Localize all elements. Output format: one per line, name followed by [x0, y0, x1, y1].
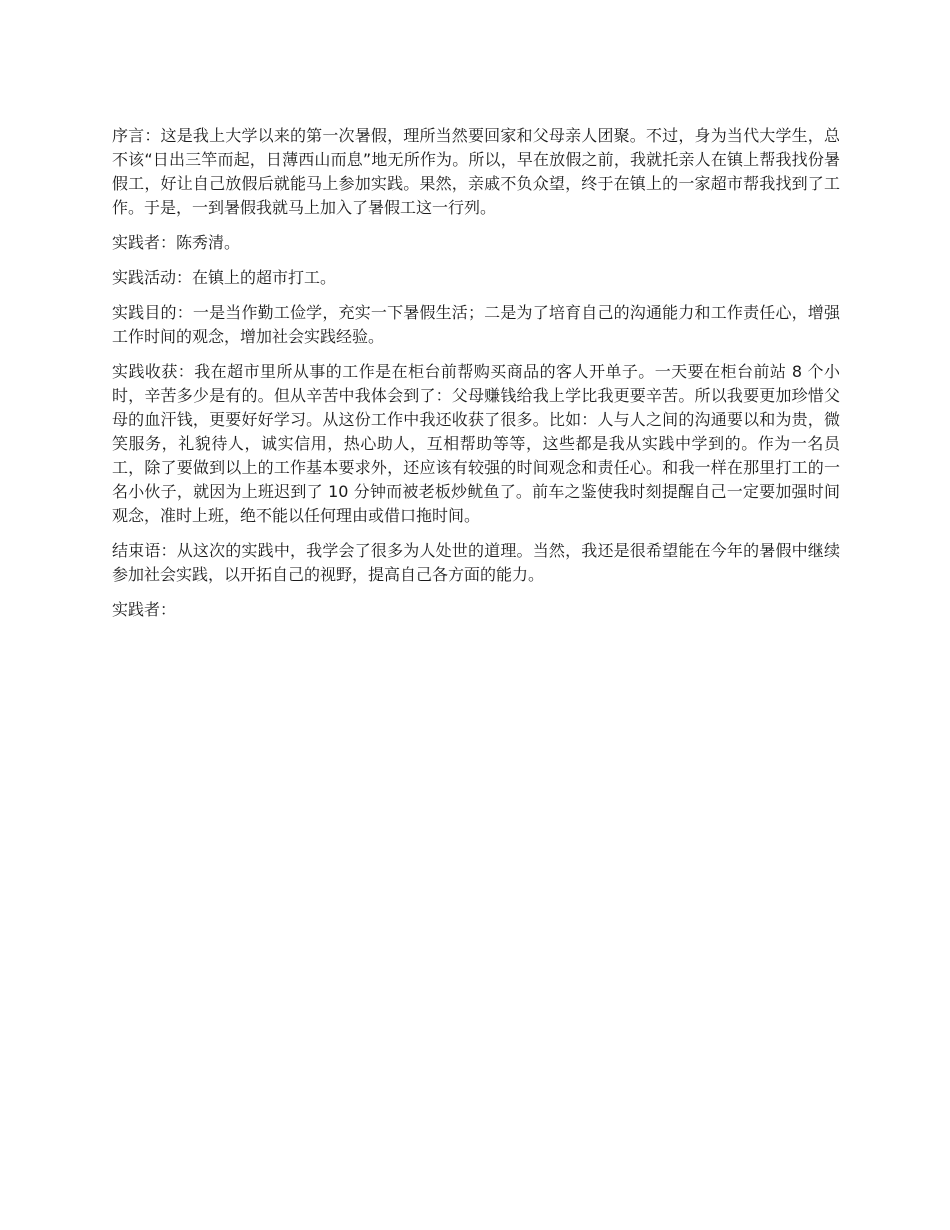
- paragraph-practitioner: 实践者：陈秀清。: [112, 233, 241, 252]
- document-body: [112, 124, 840, 633]
- paragraph-signature: 实践者：: [112, 600, 177, 619]
- paragraph-preface: 序言：这是我上大学以来的第一次暑假，理所当然要回家和父母亲人团聚。不过，身为当代大学生，总不该“日出三竿而起，日薄西山而息”地无所作为。所以，早在放假之前，我就托亲人在镇上帮我找份暑假工，好让自己放假后就能马上参加实践。果然，亲戚不负众望，终于在镇上的一家超市帮我找到了工作。于是，一到暑假我就马上加入了暑假工这一行列。: [112, 126, 840, 217]
- paragraph-activity: 实践活动：在镇上的超市打工。: [112, 268, 337, 287]
- paragraph-conclusion: 结束语：从这次的实践中，我学会了很多为人处世的道理。当然，我还是很希望能在今年的暑假中继续参加社会实践，以开拓自己的视野，提高自己各方面的能力。: [112, 541, 840, 584]
- paragraph-purpose: 实践目的：一是当作勤工俭学，充实一下暑假生活；二是为了培育自己的沟通能力和工作责任心，增强工作时间的观念，增加社会实践经验。: [112, 303, 840, 346]
- paragraph-gains: 实践收获：我在超市里所从事的工作是在柜台前帮购买商品的客人开单子。一天要在柜台前站 8 个小时，辛苦多少是有的。但从辛苦中我体会到了：父母赚钱给我上学比我更要辛苦。所以我要更加珍惜父母的血汗钱，更要好好学习。从这份工作中我还收获了很多。比如：人与人之间的沟通要以和为贵，微笑服务，礼貌待人，诚实信用，热心助人，互相帮助等等，这些都是我从实践中学到的。作为一名员工，除了要做到以上的工作基本要求外，还应该有较强的时间观念和责任心。和我一样在那里打工的一名小伙子，就因为上班迟到了 10 分钟而被老板炒鱿鱼了。前车之鉴使我时刻提醒自己一定要加强时间观念，准时上班，绝不能以任何理由或借口拖时间。: [112, 362, 840, 525]
